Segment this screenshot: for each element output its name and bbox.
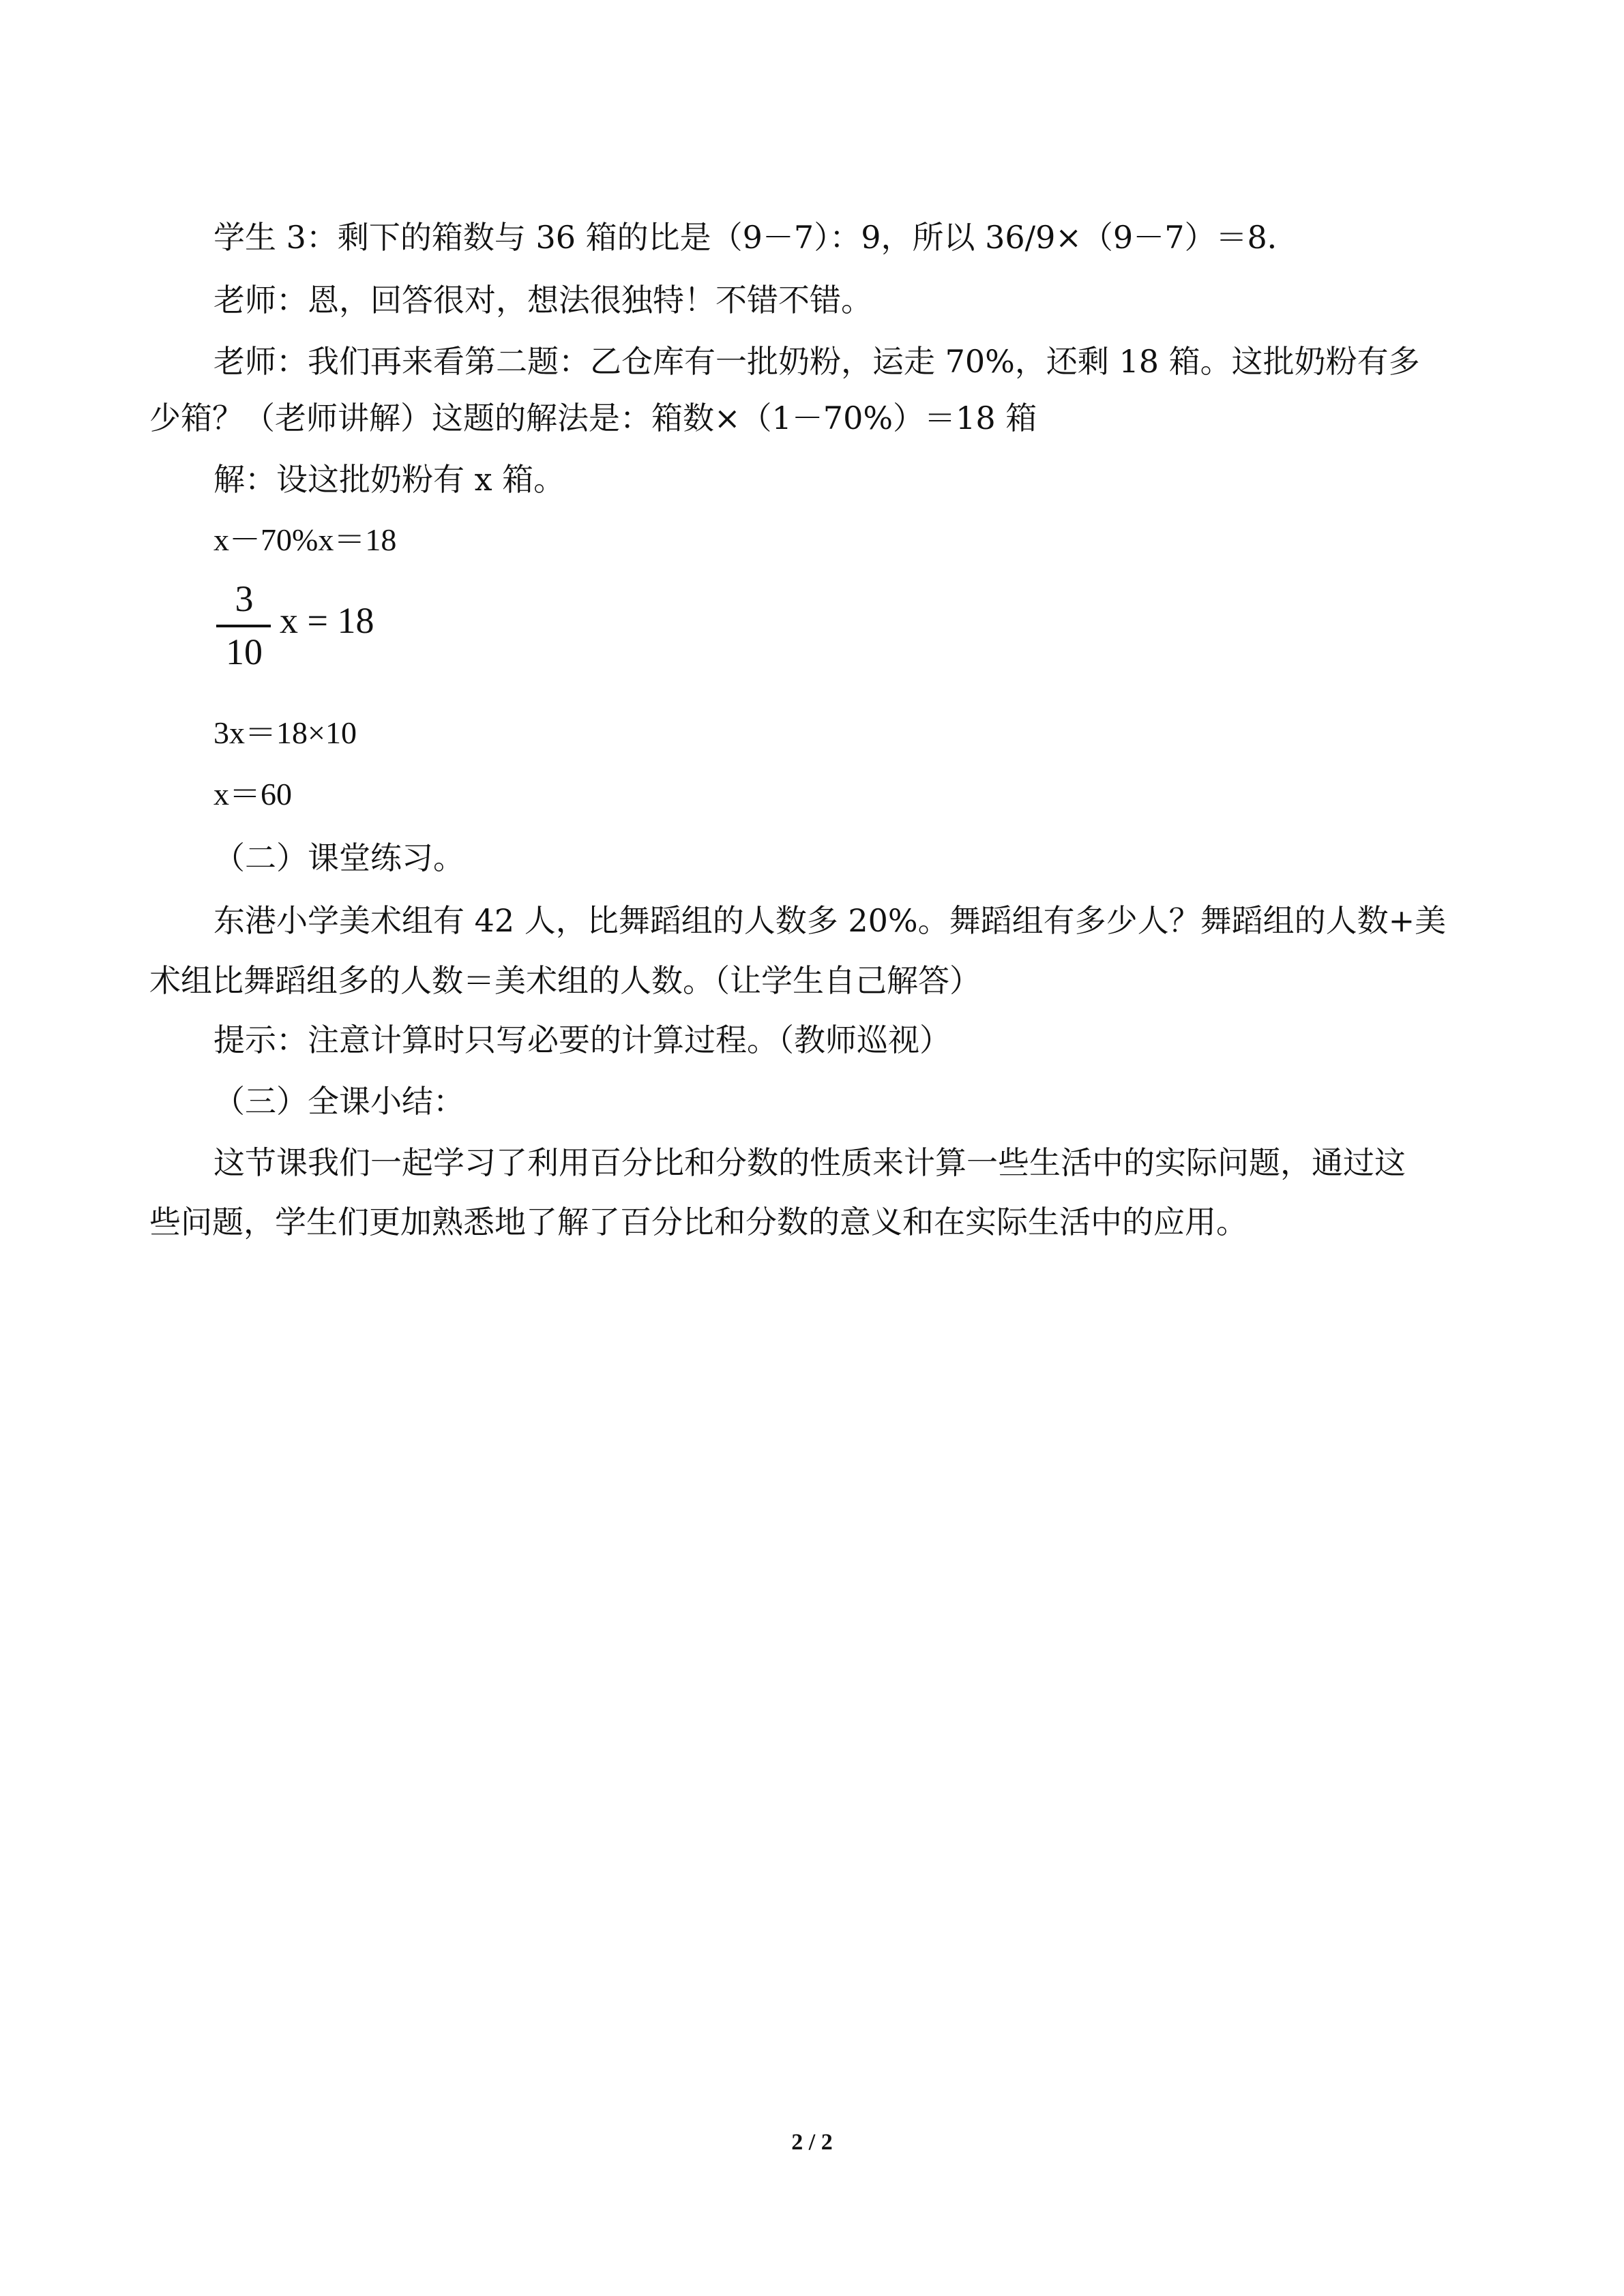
- text-line-solution-setup: 解：设这批奶粉有 x 箱。: [213, 461, 565, 498]
- text-line-hint: 提示：注意计算时只写必要的计算过程。（教师巡视）: [213, 1022, 951, 1058]
- text-line-practice-problem-cont: 术组比舞蹈组多的人数＝美术组的人数。（让学生自己解答）: [149, 962, 981, 999]
- text-line-question2: 老师：我们再来看第二题：乙仓库有一批奶粉，运走 70%，还剩 18 箱。这批奶粉有多: [213, 343, 1420, 380]
- fraction-equation-rest: x = 18: [280, 600, 374, 641]
- equation-line-4: x＝60: [213, 777, 292, 811]
- text-line-teacher-praise: 老师：恩，回答很对，想法很独特！不错不错。: [213, 282, 872, 318]
- text-line-summary: 这节课我们一起学习了利用百分比和分数的性质来计算一些生活中的实际问题，通过这: [213, 1144, 1406, 1181]
- text-line-summary-cont: 些问题，学生们更加熟悉地了解了百分比和分数的意义和在实际生活中的应用。: [149, 1204, 1247, 1240]
- page-number: 2 / 2: [791, 2130, 833, 2155]
- fraction-bar: [216, 625, 271, 627]
- section-heading-summary: （三）全课小结：: [213, 1083, 464, 1120]
- equation-line-1: x－70%x＝18: [213, 522, 397, 557]
- text-line-practice-problem: 东港小学美术组有 42 人，比舞蹈组的人数多 20%。舞蹈组有多少人？舞蹈组的人数+美: [213, 902, 1447, 939]
- text-line-student3: 学生 3：剩下的箱数与 36 箱的比是（9－7）：9，所以 36/9×（9－7）＝8．: [213, 219, 1299, 256]
- fraction-numerator: 3: [235, 578, 254, 619]
- text-line-question2-cont: 少箱？（老师讲解）这题的解法是：箱数×（1－70%）＝18 箱: [149, 400, 1037, 436]
- equation-line-3: 3x＝18×10: [213, 715, 357, 750]
- section-heading-practice: （二）课堂练习。: [213, 839, 464, 876]
- fraction-denominator: 10: [226, 631, 263, 672]
